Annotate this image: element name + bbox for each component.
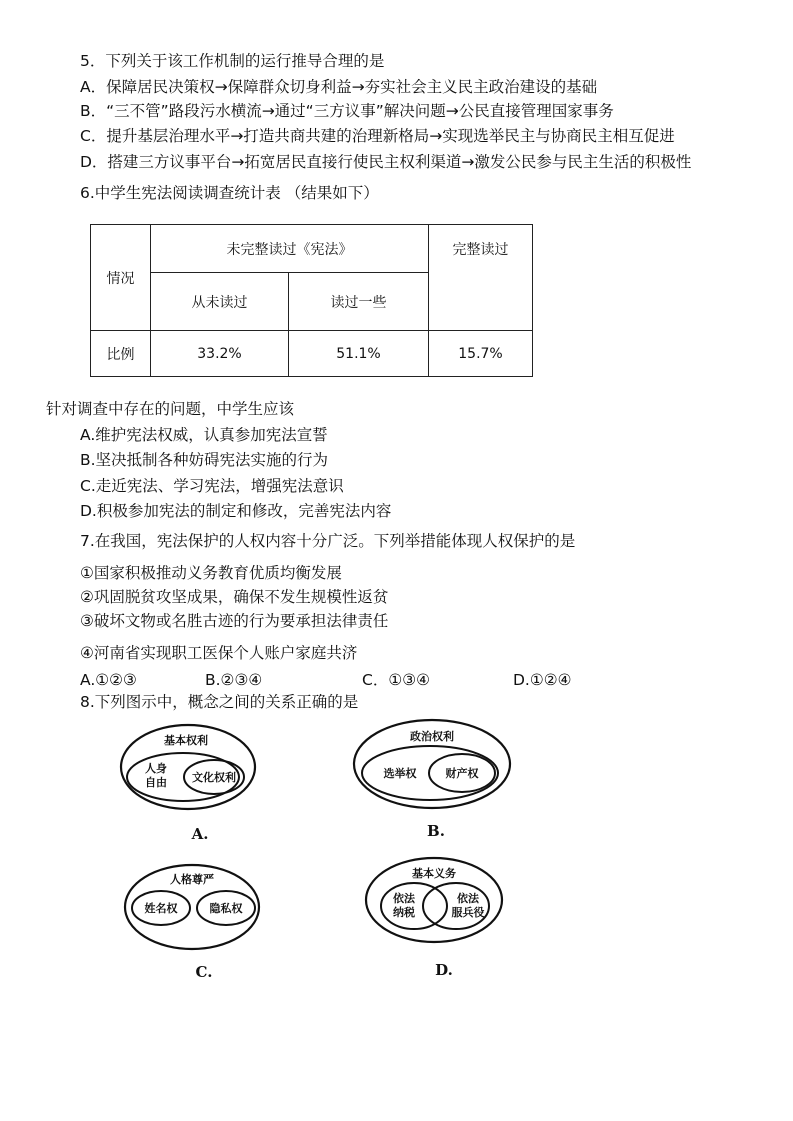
q5-option-c: C．提升基层治理水平→打造共商共建的治理新格局→实现选举民主与协商民主相互促进 [80, 127, 675, 145]
q7-item-2: ②巩固脱贫攻坚成果，确保不发生规模性返贫 [80, 588, 389, 606]
q5-stem: 5．下列关于该工作机制的运行推导合理的是 [80, 52, 385, 70]
value-read-some: 51.1% [289, 331, 429, 377]
row-header-ratio: 比例 [91, 331, 151, 377]
q7-item-1: ①国家积极推动义务教育优质均衡发展 [80, 564, 342, 582]
diagram-b-right-label: 财产权 [445, 767, 479, 780]
diagram-d-right-label-1: 依法 [457, 892, 479, 905]
q7-item-3: ③破坏文物或名胜古迹的行为要承担法律责任 [80, 612, 389, 630]
diagram-c-outer-label: 人格尊严 [170, 873, 214, 886]
q7-stem: 7.在我国，宪法保护的人权内容十分广泛。下列举措能体现人权保护的是 [80, 532, 576, 550]
diagram-b-outer-label: 政治权利 [410, 730, 454, 743]
q6-stem: 6.中学生宪法阅读调查统计表 （结果如下） [80, 184, 379, 202]
q7-option-c: C．①③④ [362, 671, 431, 689]
survey-table [90, 224, 533, 377]
diagram-c-right-label: 隐私权 [209, 902, 243, 915]
q6-option-c: C.走近宪法、学习宪法，增强宪法意识 [80, 477, 344, 495]
row-header-situation: 情况 [91, 225, 151, 331]
diagram-c-left-label: 姓名权 [144, 902, 178, 915]
diagram-d-outer-label: 基本义务 [412, 867, 456, 880]
diagram-d [362, 855, 512, 983]
q6-option-d: D.积极参加宪法的制定和修改，完善宪法内容 [80, 502, 392, 520]
q5-option-d: D．搭建三方议事平台→拓宽居民直接行使民主权利渠道→激发公民参与民主生活的积极性 [80, 153, 692, 171]
q6-option-b: B.坚决抵制各种妨碍宪法实施的行为 [80, 451, 329, 469]
diagram-b [350, 716, 525, 848]
diagram-a-left-label-2: 自由 [145, 776, 167, 789]
diagram-d-left-label-1: 依法 [393, 892, 415, 905]
diagram-c [122, 862, 272, 986]
diagram-d-left-label-2: 纳税 [393, 906, 415, 919]
group-header-not-complete: 未完整读过《宪法》 [151, 225, 429, 273]
diagram-a-left-label-1: 人身 [145, 762, 167, 775]
subheader-never-read: 从未读过 [151, 273, 289, 331]
q6-option-a: A.维护宪法权威，认真参加宪法宣誓 [80, 426, 328, 444]
q7-item-4: ④河南省实现职工医保个人账户家庭共济 [80, 644, 358, 662]
diagram-a-caption: A. [191, 825, 209, 843]
diagram-a-right-label: 文化权利 [192, 771, 236, 784]
diagram-d-caption: D. [435, 961, 453, 979]
diagram-b-left-label: 选举权 [383, 767, 417, 780]
diagram-a-outer-label: 基本权利 [164, 734, 208, 747]
q5-option-a: A．保障居民决策权→保障群众切身利益→夯实社会主义民主政治建设的基础 [80, 78, 598, 96]
value-never-read: 33.2% [151, 331, 289, 377]
q8-stem: 8.下列图示中，概念之间的关系正确的是 [80, 693, 359, 711]
q6-lead: 针对调查中存在的问题，中学生应该 [46, 400, 295, 418]
header-complete: 完整读过 [429, 225, 533, 331]
diagram-d-right-label-2: 服兵役 [451, 906, 485, 919]
value-complete: 15.7% [429, 331, 533, 377]
q7-option-a: A.①②③ [80, 671, 137, 689]
diagram-c-caption: C. [195, 963, 213, 981]
q7-option-b: B.②③④ [205, 671, 263, 689]
diagram-a [118, 722, 268, 852]
q7-option-d: D.①②④ [513, 671, 572, 689]
subheader-read-some: 读过一些 [289, 273, 429, 331]
q5-option-b: B．“三不管”路段污水横流→通过“三方议事”解决问题→公民直接管理国家事务 [80, 102, 614, 120]
diagram-b-caption: B. [427, 822, 445, 840]
